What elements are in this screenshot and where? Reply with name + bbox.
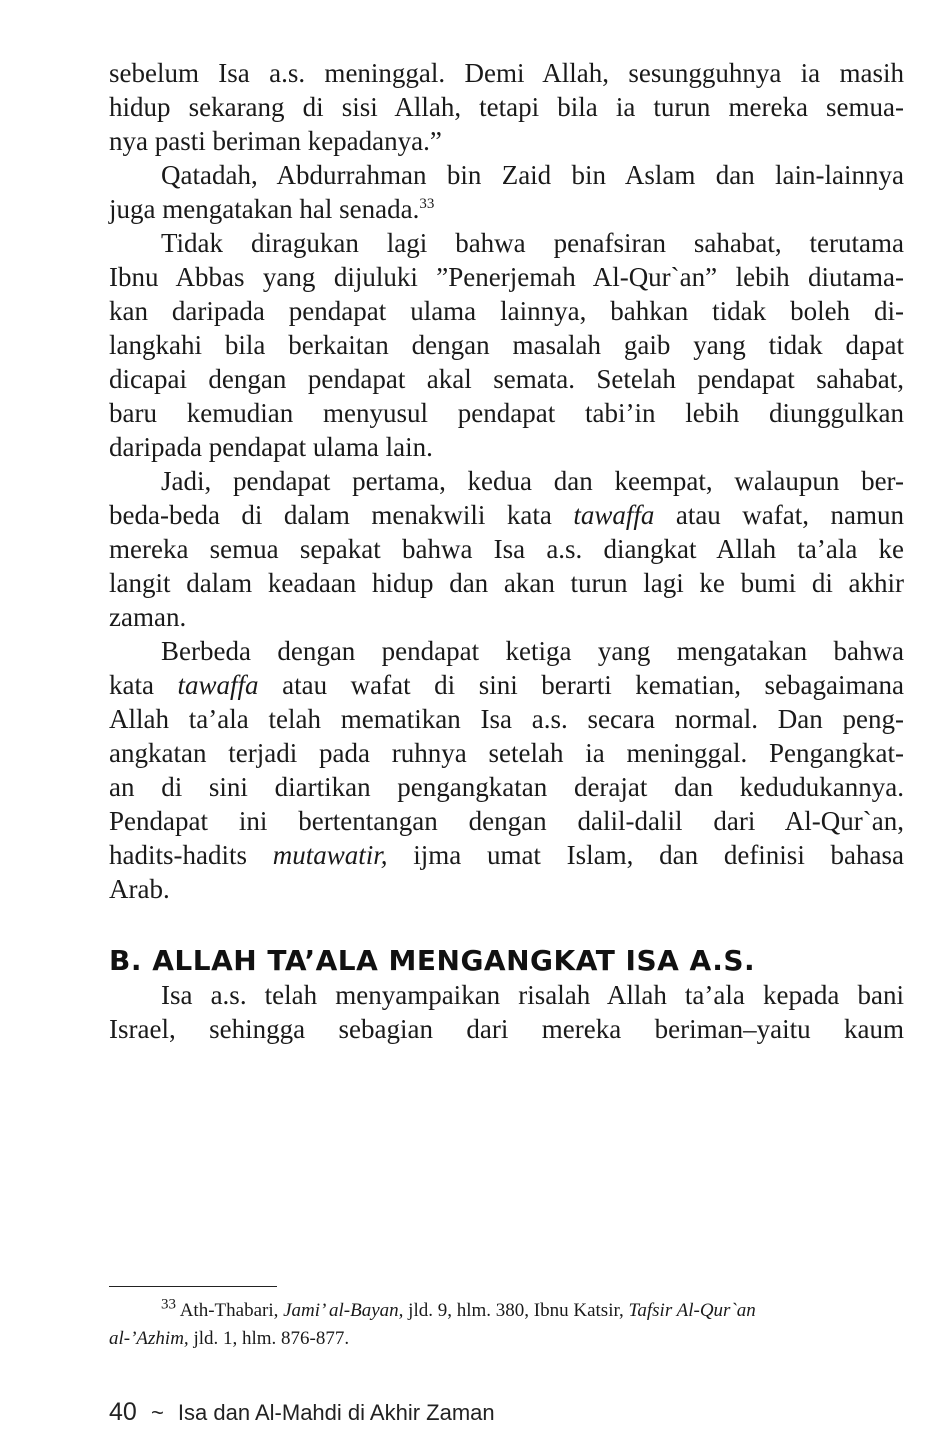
page-number: 40 <box>109 1398 137 1426</box>
text-line: Pendapat ini bertentangan dengan dalil-dalil dari Al-Qur`an, <box>109 806 904 836</box>
text-line: Isa a.s. telah menyampaikan risalah Allah ta’ala kepada bani <box>161 980 904 1010</box>
text-line: sebelum Isa a.s. meninggal. Demi Allah, sesungguhnya ia masih <box>109 58 904 88</box>
text-line <box>109 192 904 226</box>
text-line: Jadi, pendapat pertama, kedua dan keempat, walaupun ber- <box>161 466 904 496</box>
paragraph-1 <box>109 56 904 158</box>
text-line: baru kemudian menyusul pendapat tabi’in lebih diunggulkan <box>109 398 904 428</box>
italic-term: tawaffa <box>177 670 259 700</box>
footnote-text: jld. 1, hlm. 876-877. <box>188 1328 350 1349</box>
section-heading: B. ALLAH TA’ALA MENGANGKAT ISA A.S. <box>109 944 756 977</box>
paragraph-5 <box>109 634 904 906</box>
footer-separator: ~ <box>150 1400 164 1425</box>
footnote-italic: Jami’ al-Bayan, <box>283 1300 404 1321</box>
footnote-text: jld. 9, hlm. 380, Ibnu Katsir, <box>403 1300 629 1321</box>
text-line: Arab. <box>109 874 170 904</box>
footnote-reference: 33 <box>419 196 435 212</box>
text-line: Berbeda dengan pendapat ketiga yang mengatakan bahwa <box>161 636 904 666</box>
text-line: Tidak diragukan lagi bahwa penafsiran sahabat, terutama <box>161 228 904 258</box>
text-line: daripada pendapat ulama lain. <box>109 432 433 462</box>
text-line: kan daripada pendapat ulama lainnya, bahkan tidak boleh di- <box>109 296 904 326</box>
italic-term: mutawatir, <box>272 840 388 870</box>
page-footer <box>109 1398 495 1427</box>
text-line: langkahi bila berkaitan dengan masalah gaib yang tidak dapat <box>109 330 904 360</box>
text-line <box>109 838 904 872</box>
text-segment: ijma umat Islam, dan definisi bahasa <box>387 840 905 870</box>
text-line: Qatadah, Abdurrahman bin Zaid bin Aslam dan lain-lainnya <box>161 160 904 190</box>
text-line: nya pasti beriman kepadanya.” <box>109 126 442 156</box>
text-line: hidup sekarang di sisi Allah, tetapi bila ia turun mereka semua- <box>109 92 904 122</box>
footnote-area <box>109 1286 904 1353</box>
paragraph-2 <box>109 158 904 226</box>
text-line: mereka semua sepakat bahwa Isa a.s. diangkat Allah ta’ala ke <box>109 534 904 564</box>
text-line <box>109 668 904 702</box>
text-segment: atau wafat, namun <box>654 500 904 530</box>
text-line: Allah ta’ala telah mematikan Isa a.s. secara normal. Dan peng- <box>109 704 904 734</box>
text-line: Ibnu Abbas yang dijuluki ”Penerjemah Al-Qur`an” lebih diutama- <box>109 262 904 292</box>
text-line: Israel, sehingga sebagian dari mereka beriman–yaitu kaum <box>109 1014 904 1044</box>
text-line: langit dalam keadaan hidup dan akan turun lagi ke bumi di akhir <box>109 568 904 598</box>
footnote-number: 33 <box>161 1296 176 1313</box>
paragraph-3 <box>109 226 904 464</box>
text-segment: kata <box>109 670 178 700</box>
page-body <box>109 56 904 1046</box>
text-line <box>109 498 904 532</box>
footnote <box>109 1297 904 1353</box>
footnote-line <box>109 1325 904 1353</box>
footnote-text: Ath-Thabari, <box>176 1300 284 1321</box>
text-line-content: juga mengatakan hal senada. <box>109 194 420 224</box>
text-line: angkatan terjadi pada ruhnya setelah ia meninggal. Pengangkat- <box>109 738 904 768</box>
paragraph-4 <box>109 464 904 634</box>
section-paragraph <box>109 978 904 1046</box>
footnote-italic: al-’Azhim, <box>109 1328 189 1349</box>
text-line: an di sini diartikan pengangkatan derajat dan kedudukannya. <box>109 772 904 802</box>
text-segment: beda-beda di dalam menakwili kata <box>109 500 574 530</box>
footnote-line <box>161 1297 904 1325</box>
text-line: dicapai dengan pendapat akal semata. Setelah pendapat sahabat, <box>109 364 904 394</box>
running-title: Isa dan Al-Mahdi di Akhir Zaman <box>177 1400 495 1425</box>
footnote-italic: Tafsir Al-Qur`an <box>628 1300 756 1321</box>
italic-term: tawaffa <box>573 500 655 530</box>
text-line: zaman. <box>109 602 187 632</box>
text-segment: hadits-hadits <box>109 840 273 870</box>
footnote-divider <box>109 1286 277 1287</box>
spacer <box>109 906 904 944</box>
text-segment: atau wafat di sini berarti kematian, sebagaimana <box>258 670 904 700</box>
